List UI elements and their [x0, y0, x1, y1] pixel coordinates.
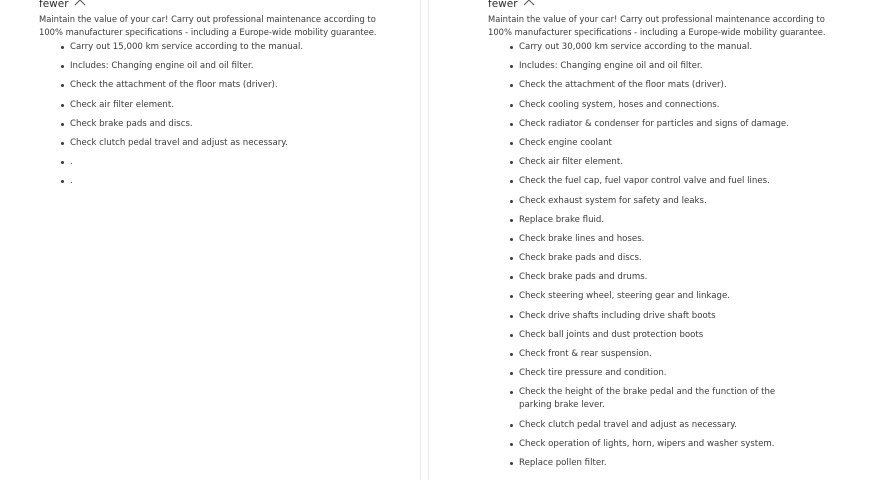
service-card-30000 [428, 0, 880, 480]
chevron-up-icon [523, 0, 535, 7]
list-item: Check steering wheel, steering gear and linkage. [510, 290, 799, 303]
service-item-list [488, 41, 880, 470]
list-item: Check the attachment of the floor mats (driver). [61, 79, 350, 92]
list-item: Carry out 30,000 km service according to the manual. [510, 41, 799, 54]
list-item: Check cooling system, hoses and connections. [510, 99, 799, 112]
list-item: Includes: Changing engine oil and oil filter. [510, 60, 799, 73]
list-item: Carry out 15,000 km service according to the manual. [61, 41, 350, 54]
list-item: Check brake pads and drums. [510, 271, 799, 284]
fewer-toggle-label: fewer [488, 0, 518, 10]
list-item: . [61, 175, 350, 188]
list-item: Check clutch pedal travel and adjust as necessary. [510, 419, 799, 432]
list-item: Check operation of lights, horn, wipers and washer system. [510, 438, 799, 451]
service-card-15000 [0, 0, 421, 480]
service-description: Maintain the value of your car! Carry out professional maintenance according to 100% manufacturer specifications - including a Europe-wide mobility guarantee. [488, 14, 826, 37]
list-item: Check the attachment of the floor mats (driver). [510, 79, 799, 92]
fewer-toggle[interactable] [39, 0, 420, 14]
chevron-up-icon [74, 0, 86, 7]
service-description: Maintain the value of your car! Carry out professional maintenance according to 100% manufacturer specifications - including a Europe-wide mobility guarantee. [39, 14, 377, 37]
list-item: Check air filter element. [510, 156, 799, 169]
list-item: Check clutch pedal travel and adjust as necessary. [61, 137, 350, 150]
list-item: Check front & rear suspension. [510, 348, 799, 361]
list-item: Check engine coolant [510, 137, 799, 150]
fewer-toggle-label: fewer [39, 0, 69, 10]
list-item: Check air filter element. [61, 99, 350, 112]
list-item: Check tire pressure and condition. [510, 367, 799, 380]
list-item: Check brake lines and hoses. [510, 233, 799, 246]
list-item: . [61, 156, 350, 169]
list-item: Check the fuel cap, fuel vapor control valve and fuel lines. [510, 175, 799, 188]
list-item: Check ball joints and dust protection boots [510, 329, 799, 342]
service-item-list [39, 41, 420, 188]
list-item: Check brake pads and discs. [61, 118, 350, 131]
list-item: Check drive shafts including drive shaft boots [510, 310, 799, 323]
list-item: Check the height of the brake pedal and the function of the parking brake lever. [510, 386, 799, 412]
fewer-toggle[interactable] [488, 0, 880, 14]
list-item: Check brake pads and discs. [510, 252, 799, 265]
list-item: Replace pollen filter. [510, 457, 799, 470]
list-item: Check exhaust system for safety and leaks. [510, 195, 799, 208]
list-item: Includes: Changing engine oil and oil filter. [61, 60, 350, 73]
list-item: Check radiator & condenser for particles and signs of damage. [510, 118, 799, 131]
list-item: Replace brake fluid. [510, 214, 799, 227]
